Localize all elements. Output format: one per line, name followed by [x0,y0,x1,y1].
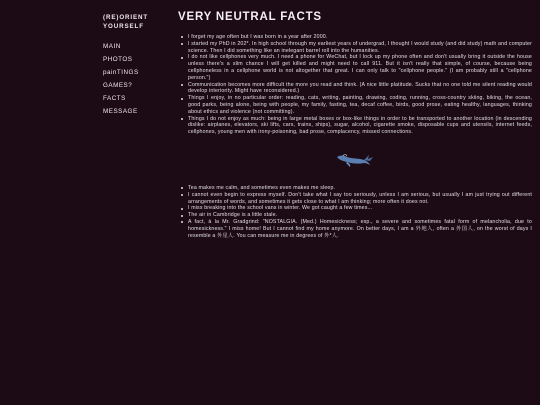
fact-item: The air in Cambridge is a little stale. [182,212,532,219]
fact-item: I forget my age often but I was born in a year after 2000. [182,34,532,41]
fact-item: Things I enjoy, in no particular order: reading, cats, writing, painting, drawing, coding, running, cross-country skiing, biking, the ocean, good parks, being alone, being with people, my family, fasting, tea, decaf coffee, birds, good prose, eating healthy, languages, thinking about ethics and violence (not committing). [182,95,532,115]
divider [178,150,532,168]
site-title[interactable]: (RE)ORIENT YOURSELF [103,14,149,30]
fact-item: I cannot even begin to express myself. Don't take what I say too seriously, unless I am serious, but usually I am just trying out different arrangements of words, and sometimes it gets close to what I am thinking; more often it does not. [182,192,532,206]
nav-link-message[interactable]: MESSAGE [103,108,138,115]
fact-item: Communication becomes more difficult the more you read and think. (A nice little platitude. Sucks that no one told me silent reading would develop interiority. Might have reconsidered.) [182,82,532,96]
nav-link-photos[interactable]: PHOTOS [103,56,133,63]
fact-item: A fact, à la Mr. Gradgrind: "NOSTALGIA. (Med.) Homesickness; esp., a severe and sometimes fatal form of melancholia, due to homesickness." I miss home! But I cannot find my home anymore. On better days, I am a 外地人, often a 外国人, on the worst of days I resemble a 外星人. You can measure me in degrees of 外*人. [182,219,532,239]
main-nav [103,43,165,115]
nav-link-games[interactable]: GAMES? [103,82,133,89]
nav-link-facts[interactable]: FACTS [103,95,126,102]
fact-item: I miss breaking into the school vans in winter. We got caught a few times... [182,205,532,212]
sidebar [103,13,165,121]
main-content [178,10,532,405]
facts-list-bottom [178,185,532,239]
fact-item: I started my PhD in 202*. In high school through my earliest years of undergrad, I thought I would study (and did study) math and computer science. Then I did something like an inelegant barrel roll into the humanities. [182,41,532,55]
page-title: VERY NEUTRAL FACTS [178,11,322,23]
fact-item: Things I do not enjoy as much: being in large metal boxes or box-like things in order to be transported to another location (in descending dislike: airplanes, elevators, ski lifts, cars, trains, ships), sugar, alcohol, cigarette smoke, disposable cups and utensils, internet feeds, cellphones, young men with irony-poisoning, bad prose, complacency, missed connections. [182,116,532,136]
nav-link-paintings[interactable]: painTINGS [103,69,139,76]
facts-list-top [178,34,532,136]
fact-item: I do not like cellphones very much. I need a phone for WeChat, but I lock up my phone often and don't usually bring it outside the house unless there's a slim chance I will get killed and might need to call 911. But it isn't really that simple, of course, because being cellphoneless in a cellphone world is not altogether that great. I can only talk to "cellphone people." (I am probably still a "cellphone person.") [182,54,532,81]
fact-item: Tea makes me calm, and sometimes even makes me sleep. [182,185,532,192]
nav-link-main[interactable]: MAIN [103,43,121,50]
whale-icon [335,150,375,168]
